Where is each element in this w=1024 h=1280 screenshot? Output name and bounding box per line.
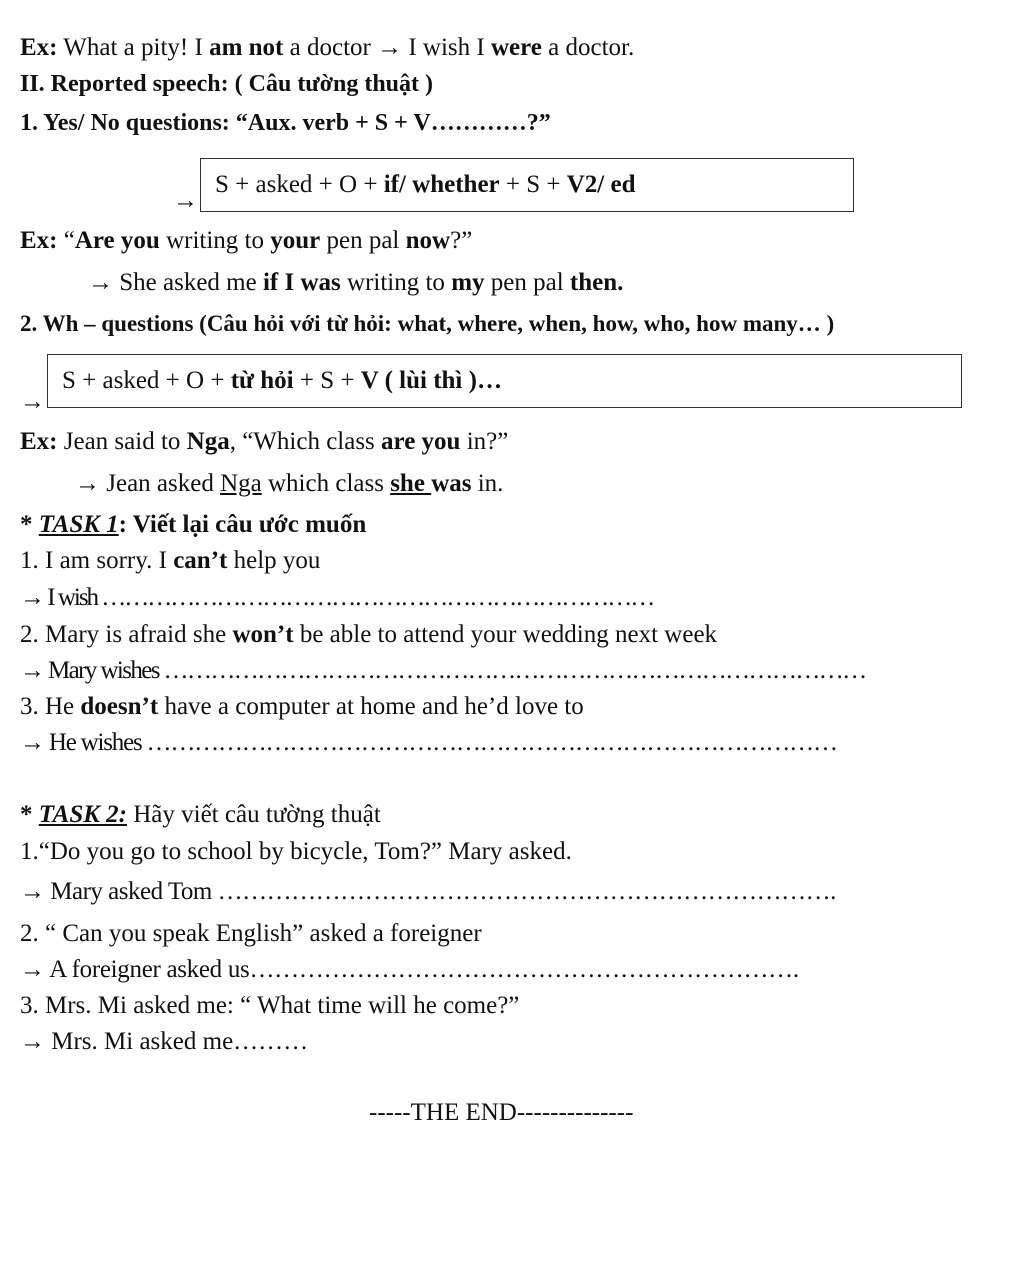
yes-no-formula: S + asked + O + if/ whether + S + V2/ ed [215, 171, 636, 198]
task2-answer-3: → Mrs. Mi asked me……… [20, 1028, 309, 1055]
arrow-icon: → [75, 470, 100, 497]
arrow-icon: → [20, 388, 45, 415]
wh-answer: → Jean asked Nga which class she was in. [75, 470, 504, 497]
yes-no-heading: 1. Yes/ No questions: “Aux. verb + S + V…………?” [20, 110, 551, 136]
cropped-next-page-text [0, 1268, 1024, 1280]
arrow-icon: → [88, 269, 113, 296]
yes-no-formula-box [200, 158, 854, 212]
ex-label: Ex: [20, 34, 58, 61]
task1-answer-1: → I wish ……………………………………………………………… [20, 584, 654, 611]
task2-question-3: 3. Mrs. Mi asked me: “ What time will he come?” [20, 992, 520, 1019]
arrow-icon: → [377, 34, 403, 61]
yes-no-example: Ex: “Are you writing to your pen pal now?” [20, 227, 473, 254]
yes-no-answer: → She asked me if I was writing to my pen pal then. [88, 269, 624, 296]
wh-example: Ex: Jean said to Nga, “Which class are you in?” [20, 428, 509, 455]
task1-heading: * TASK 1: Viết lại câu ước muốn [20, 511, 367, 538]
task2-answer-2: → A foreigner asked us…………………………………………………………. [20, 956, 799, 983]
task1-answer-3: → He wishes …………………………………………………………………………… [20, 729, 837, 756]
task1-question-1: 1. I am sorry. I can’t help you [20, 547, 321, 574]
task1-answer-2: → Mary wishes ……………………………………………………………………………… [20, 657, 866, 684]
arrow-icon: → [173, 187, 198, 214]
task2-answer-1: → Mary asked Tom …………………………………………………………………. [20, 878, 836, 905]
ex-wish-line: Ex: What a pity! I am not a doctor → I wish I were a doctor. [20, 34, 635, 61]
section-title: II. Reported speech: ( Câu tường thuật ) [20, 71, 434, 97]
wh-formula: S + asked + O + từ hỏi + S + V ( lùi thì )… [62, 367, 502, 394]
task2-question-2: 2. “ Can you speak English” asked a foreigner [20, 920, 482, 947]
wh-formula-box [47, 354, 962, 408]
the-end: -----THE END-------------- [369, 1099, 634, 1126]
task1-question-3: 3. He doesn’t have a computer at home and he’d love to [20, 693, 584, 720]
task2-heading: * TASK 2: Hãy viết câu tường thuật [20, 801, 381, 828]
wh-heading: 2. Wh – questions (Câu hỏi với từ hỏi: what, where, when, how, who, how many… ) [20, 311, 835, 336]
task1-question-2: 2. Mary is afraid she won’t be able to attend your wedding next week [20, 621, 718, 648]
task2-question-1: 1.“Do you go to school by bicycle, Tom?” Mary asked. [20, 838, 572, 865]
